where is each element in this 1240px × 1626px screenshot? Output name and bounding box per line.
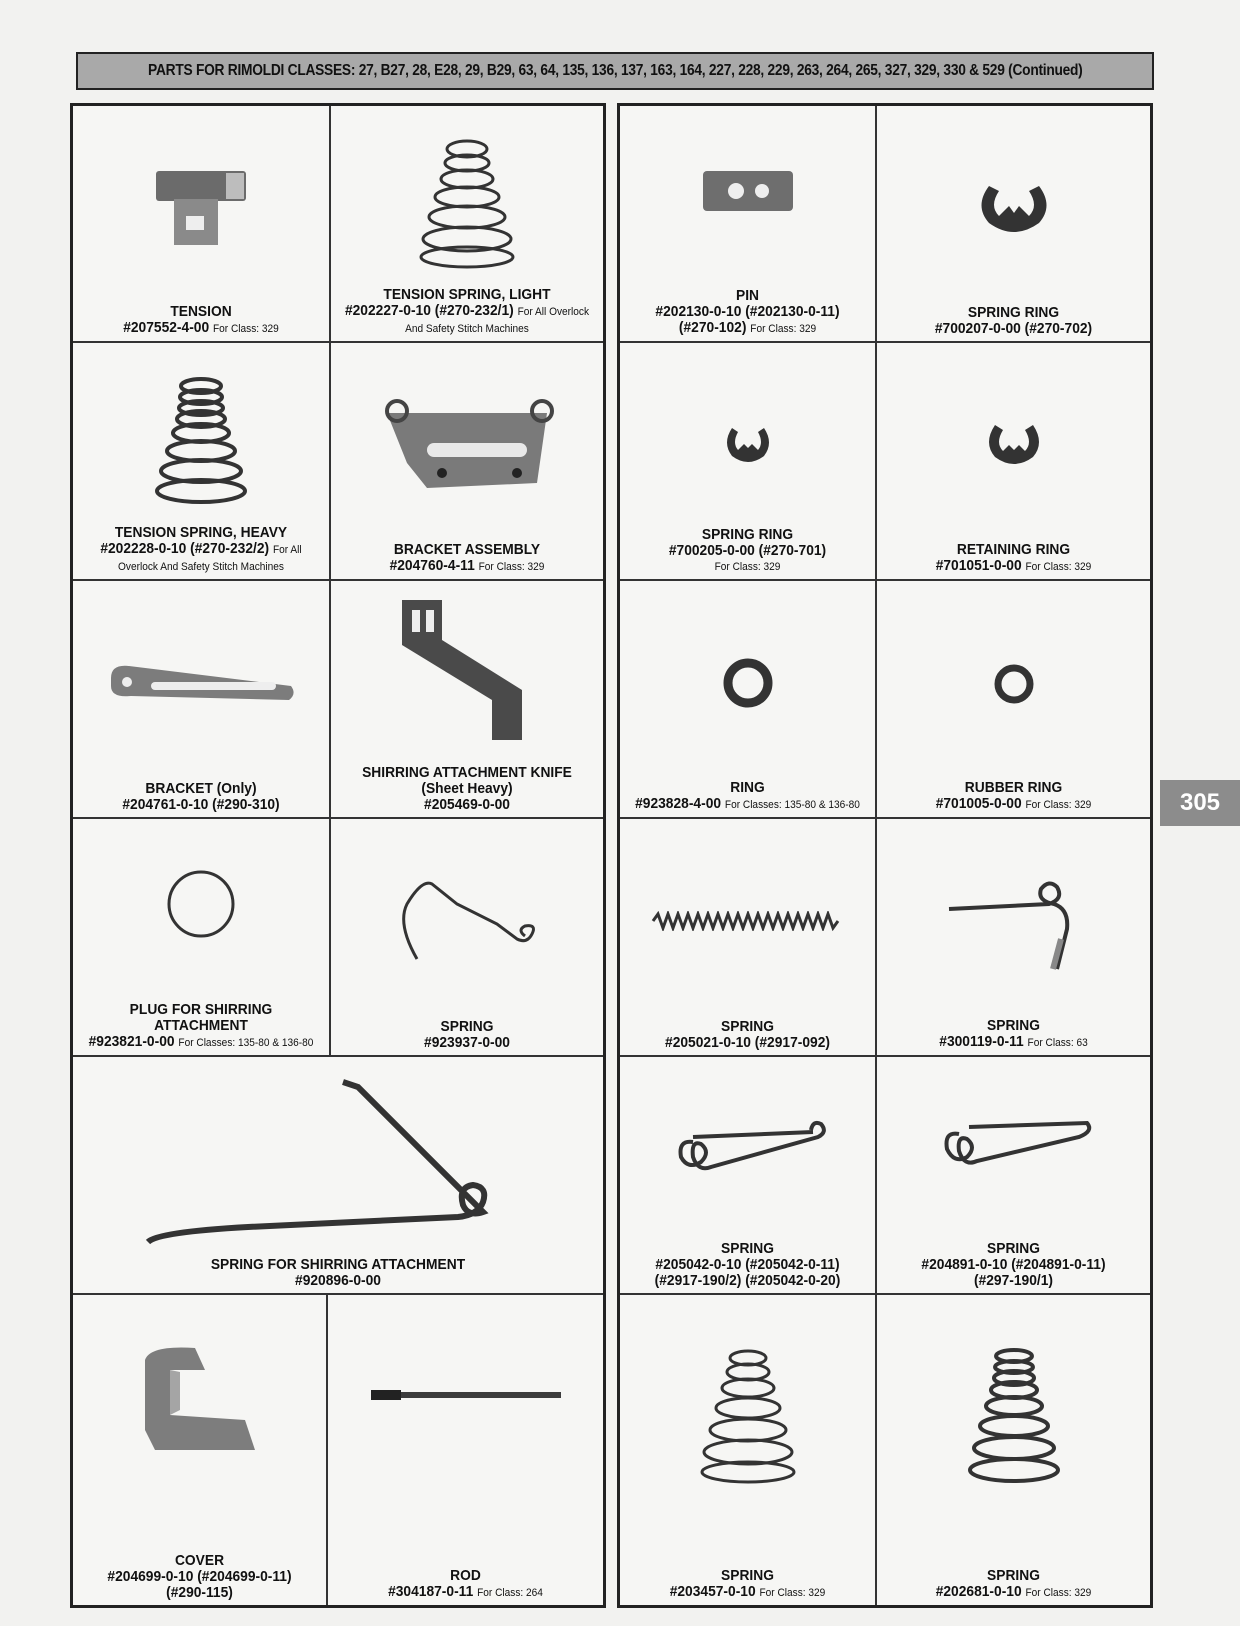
conical-spring-icon — [331, 131, 603, 271]
bracket-icon — [73, 656, 329, 716]
part-cell-spring-203457 — [620, 1295, 877, 1605]
part-cell-tension-spring-light — [331, 106, 603, 343]
part-caption — [344, 542, 591, 575]
long-wire-spring-icon — [73, 1077, 603, 1257]
conical-spring-icon — [73, 371, 329, 511]
part-name: COVER — [174, 1552, 225, 1569]
part-number: #205469-0-00 — [424, 796, 510, 813]
part-caption — [890, 1018, 1137, 1051]
e-clip-icon — [877, 415, 1150, 471]
part-name: SPRING — [721, 1567, 774, 1584]
part-name: TENSION — [170, 303, 232, 320]
part-number: #701051-0-00 — [935, 557, 1022, 574]
part-caption — [890, 1568, 1137, 1601]
part-caption — [85, 1002, 317, 1051]
part-cell-ring — [620, 581, 877, 819]
part-cell-spring-ring-700205 — [620, 343, 877, 581]
part-note: For Class: 329 — [714, 561, 781, 573]
part-cell-pin — [620, 106, 877, 343]
part-caption — [890, 780, 1137, 813]
part-note: For All Overlock And Safety Stitch Machines — [118, 544, 302, 573]
part-cell-spring-205021 — [620, 819, 877, 1057]
ring-icon — [620, 653, 875, 713]
part-number: #923821-0-00 — [88, 1033, 175, 1050]
part-caption — [344, 765, 591, 813]
part-number: #920896-0-00 — [295, 1272, 381, 1289]
part-name: RETAINING RING — [956, 541, 1071, 558]
wire-spring-icon — [331, 864, 603, 974]
part-caption — [96, 1257, 580, 1289]
tension-block-icon — [73, 161, 329, 251]
part-number: #207552-4-00 — [123, 319, 210, 336]
part-note: For Class: 329 — [759, 1587, 826, 1599]
part-caption — [344, 1019, 591, 1051]
loop-spring-icon — [877, 1109, 1150, 1179]
part-number: #202130-0-10 (#202130-0-11) — [655, 303, 840, 320]
part-number: #204699-0-10 (#204699-0-11) — [107, 1568, 292, 1585]
part-cell-spring-205042 — [620, 1057, 877, 1295]
conical-spring-icon — [620, 1340, 875, 1490]
e-clip-icon — [620, 418, 875, 468]
part-number: #202227-0-10 (#270-232/1) — [344, 302, 514, 319]
part-cell-cover — [73, 1295, 328, 1605]
part-cell-rubber-ring — [877, 581, 1150, 819]
header-title: PARTS FOR RIMOLDI CLASSES: 27, B27, 28, E28, 29, B29, 63, 64, 135, 136, 137, 163, 164, 227, 228, 229, 263, 264, 265, 327, 329, 330 & 529 (Continued) — [147, 62, 1083, 79]
part-note: For Class: 63 — [1027, 1037, 1088, 1049]
part-caption — [890, 1241, 1137, 1289]
part-name: TENSION SPRING, LIGHT — [383, 286, 551, 303]
part-note: For Classes: 135-80 & 136-80 — [178, 1037, 314, 1049]
part-number-line2: (#270-102) — [678, 319, 747, 336]
part-name: SPRING — [721, 1018, 774, 1035]
part-caption — [85, 781, 317, 813]
part-name: SPRING RING — [967, 304, 1060, 321]
part-caption — [890, 305, 1137, 337]
part-number: #923937-0-00 — [424, 1034, 510, 1051]
part-number: #700207-0-00 (#270-702) — [934, 320, 1093, 337]
part-name: BRACKET ASSEMBLY — [393, 541, 541, 558]
torsion-spring-icon — [877, 869, 1150, 979]
part-cell-tension-spring-heavy — [73, 343, 331, 581]
ring-icon — [877, 659, 1150, 709]
part-name-line2: (Sheet Heavy) — [421, 780, 513, 797]
part-name: SPRING RING — [701, 526, 794, 543]
part-number-line2: (#297-190/1) — [973, 1272, 1054, 1289]
left-parts-panel — [70, 103, 606, 1608]
part-number: #204891-0-10 (#204891-0-11) — [921, 1256, 1106, 1273]
loop-spring-icon — [620, 1112, 875, 1182]
part-name: SPRING — [721, 1240, 774, 1257]
part-cell-bracket — [73, 581, 331, 819]
part-cell-spring-300119 — [877, 819, 1150, 1057]
page-header — [76, 52, 1154, 90]
part-number-line2: (#290-115) — [166, 1584, 233, 1601]
part-cell-spring-202681 — [877, 1295, 1150, 1605]
part-cell-shirring-spring — [73, 1057, 603, 1295]
part-name: ROD — [450, 1567, 481, 1584]
part-cell-shirring-knife — [331, 581, 603, 819]
pin-plate-icon — [620, 166, 875, 216]
part-name: PIN — [735, 287, 759, 304]
part-name: SPRING — [987, 1567, 1040, 1584]
wire-ring-icon — [73, 864, 329, 944]
part-name: SHIRRING ATTACHMENT KNIFE — [362, 764, 572, 781]
part-number: #204761-0-10 (#290-310) — [122, 796, 280, 813]
part-number: #700205-0-00 (#270-701) — [668, 542, 827, 559]
conical-spring-icon — [877, 1340, 1150, 1490]
bracket-assembly-icon — [331, 393, 603, 503]
part-cell-bracket-assembly — [331, 343, 603, 581]
part-note: For All Overlock And Safety Stitch Machines — [405, 306, 590, 335]
coil-spring-icon — [620, 911, 875, 931]
part-caption — [632, 1568, 863, 1601]
part-caption — [85, 525, 317, 575]
part-note: For Class: 329 — [212, 323, 279, 335]
part-caption — [344, 287, 591, 337]
part-cell-tension — [73, 106, 331, 343]
part-name: SPRING — [987, 1017, 1040, 1034]
right-parts-panel — [617, 103, 1153, 1608]
page-number-tab — [1160, 780, 1240, 826]
part-number: #923828-4-00 — [635, 795, 722, 812]
part-cell-spring-ring-700207 — [877, 106, 1150, 343]
part-caption — [632, 527, 863, 575]
part-number: #203457-0-10 — [669, 1583, 756, 1600]
part-cell-retaining-ring — [877, 343, 1150, 581]
page-number: 305 — [1179, 789, 1221, 816]
part-name: PLUG FOR SHIRRING — [129, 1001, 273, 1018]
part-name: SPRING FOR SHIRRING ATTACHMENT — [210, 1256, 466, 1273]
part-number: #204760-4-11 — [389, 557, 475, 574]
part-note: For Classes: 135-80 & 136-80 — [724, 799, 860, 811]
part-caption — [632, 780, 863, 813]
part-name: RING — [730, 779, 765, 796]
part-number: #202681-0-10 — [935, 1583, 1022, 1600]
part-note: For Class: 264 — [477, 1587, 543, 1599]
part-name-line2: ATTACHMENT — [154, 1017, 248, 1034]
knife-icon — [331, 595, 603, 745]
part-number: #304187-0-11 — [388, 1583, 474, 1600]
part-note: For Class: 329 — [750, 323, 817, 335]
part-caption — [632, 1019, 863, 1051]
part-number: #205021-0-10 (#2917-092) — [665, 1034, 830, 1051]
part-caption — [890, 542, 1137, 575]
part-note: For Class: 329 — [1025, 799, 1092, 811]
e-clip-icon — [877, 171, 1150, 241]
cover-icon — [73, 1340, 326, 1460]
part-cell-rod — [328, 1295, 603, 1605]
part-name: SPRING — [440, 1018, 494, 1035]
part-cell-spring-204891 — [877, 1057, 1150, 1295]
part-number: #300119-0-11 — [939, 1033, 1024, 1050]
part-cell-plug — [73, 819, 331, 1057]
part-note: For Class: 329 — [478, 561, 545, 573]
part-caption — [85, 304, 317, 337]
part-caption — [632, 1241, 863, 1289]
part-name: BRACKET (Only) — [145, 780, 257, 797]
part-name: TENSION SPRING, HEAVY — [114, 524, 288, 541]
part-note: For Class: 329 — [1025, 1587, 1092, 1599]
part-caption — [85, 1553, 314, 1601]
part-number: #701005-0-00 — [935, 795, 1022, 812]
part-number: #205042-0-10 (#205042-0-11) — [655, 1256, 840, 1273]
part-caption — [341, 1568, 590, 1601]
part-name: RUBBER RING — [964, 779, 1063, 796]
rod-icon — [328, 1385, 603, 1405]
part-caption — [632, 288, 863, 337]
part-name: SPRING — [987, 1240, 1040, 1257]
part-note: For Class: 329 — [1025, 561, 1092, 573]
part-number-line2: (#2917-190/2) (#205042-0-20) — [654, 1272, 841, 1289]
part-cell-spring-923937 — [331, 819, 603, 1057]
part-number: #202228-0-10 (#270-232/2) — [100, 540, 270, 557]
